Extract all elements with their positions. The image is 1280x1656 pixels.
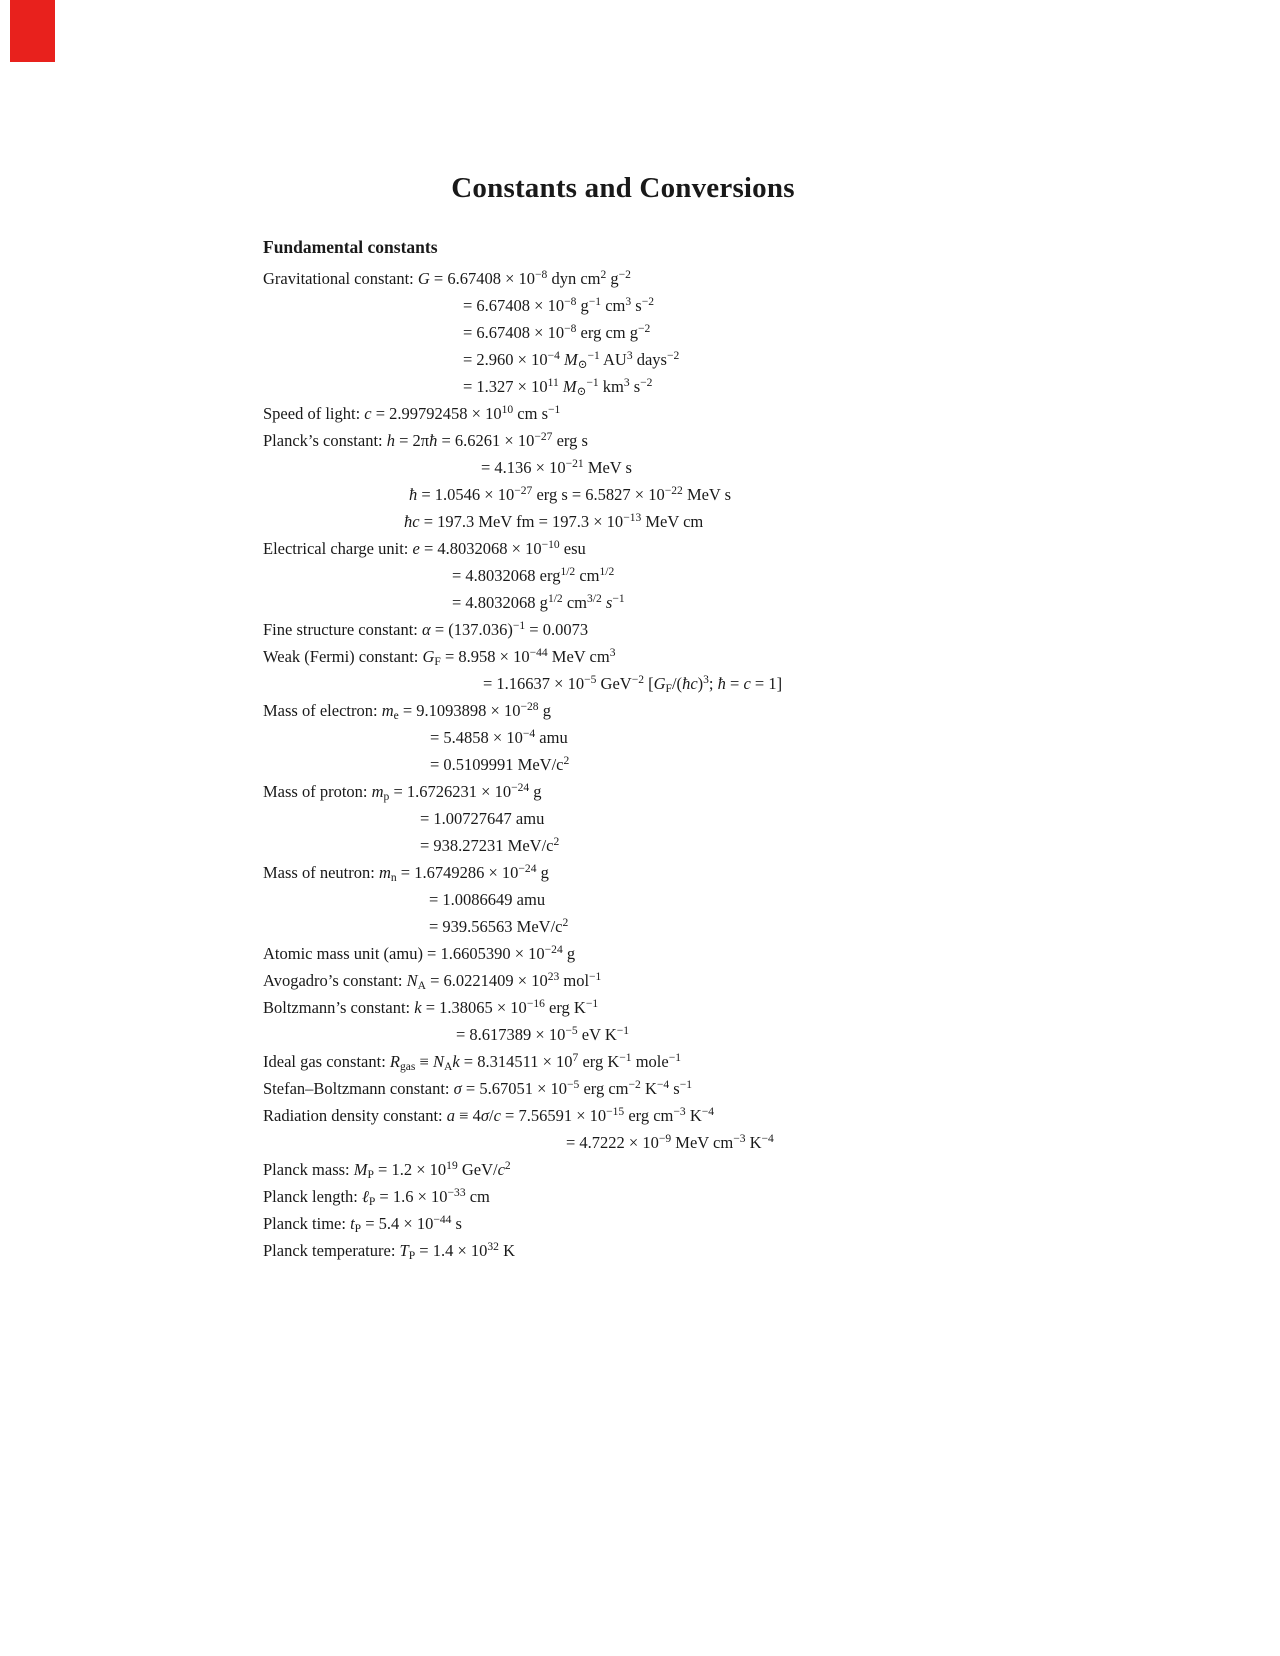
- constant-line: Planck mass: $M_P = 1.2 \times 10^{19}$ GeV/$c^2$: [263, 1159, 511, 1182]
- constants-list: [263, 265, 983, 1264]
- constant-line: Mass of electron: $m_e = 9.1093898 \times 10^{-28}$ g: [263, 700, 551, 723]
- constant-line: Mass of proton: $m_p = 1.6726231 \times 10^{-24}$ g: [263, 781, 542, 804]
- red-corner-mark: [10, 0, 55, 62]
- constant-line: = $5.4858 \times 10^{-4}$ amu: [430, 727, 568, 747]
- constant-line: = $1.16637 \times 10^{-5}$ GeV$^{-2}$ [$G_F/(ħc)^3$; ħ = c = 1]: [483, 673, 783, 696]
- constant-line: = $2.960 \times 10^{-4}$ $M_⊙^{-1}$ $AU^3$ days$^{-2}$: [463, 349, 680, 372]
- constant-line: = $1.327 \times 10^{11}$ $M_⊙^{-1}$ $km^3$ $s^{-2}$: [463, 376, 653, 399]
- constant-line: Speed of light: $c = 2.99792458 \times 10^{10}$ cm $s^{-1}$: [263, 403, 561, 423]
- constant-line: = 4.8032068 $g^{1/2}$ $cm^{3/2}$ $s^{-1}$: [452, 592, 625, 612]
- constant-line: Planck’s constant: h = 2πħ = $6.6261 \times 10^{-27}$ erg s: [263, 430, 588, 450]
- constant-line: = $6.67408 \times 10^{-8}$ erg cm $g^{-2}$: [463, 322, 651, 342]
- page-title: Constants and Conversions: [451, 172, 795, 204]
- constant-line: ħ = $1.0546 \times 10^{-27}$ erg $s = 6.5827 \times 10^{-22}$ MeV s: [409, 484, 732, 504]
- constant-line: Planck temperature: $T_P = 1.4 \times 10^{32}$ K: [263, 1240, 515, 1263]
- constant-line: Stefan–Boltzmann constant: $\sigma = 5.67051 \times 10^{-5}$ erg $cm^{-2}$ $K^{-4}$ $s^{-1}$: [263, 1078, 692, 1098]
- constant-line: = 1.00727647 amu: [420, 809, 545, 828]
- constant-line: Ideal gas constant: $R_{gas} \equiv N_Ak = 8.314511 \times 10^7$ erg $K^{-1}$ mole$^{-1}$: [263, 1051, 681, 1074]
- constant-line: Weak (Fermi) constant: $G_F = 8.958 \times 10^{-44}$ MeV $cm^3$: [263, 646, 616, 669]
- constant-line: Planck time: $t_P = 5.4 \times 10^{-44}$ s: [263, 1213, 462, 1236]
- constant-line: = 939.56563 MeV/$c^2$: [429, 916, 569, 936]
- constant-line: Avogadro’s constant: $N_A = 6.0221409 \times 10^{23}$ mol$^{-1}$: [263, 970, 602, 993]
- constant-line: Mass of neutron: $m_n = 1.6749286 \times 10^{-24}$ g: [263, 862, 549, 885]
- document-page: [263, 172, 983, 1264]
- constant-line: = 1.0086649 amu: [429, 890, 546, 909]
- constant-line: Electrical charge unit: $e = 4.8032068 \times 10^{-10}$ esu: [263, 538, 586, 558]
- constant-line: Atomic mass unit $(amu) = 1.6605390 \times 10^{-24}$ g: [263, 943, 576, 963]
- constant-line: = $6.67408 \times 10^{-8}$ $g^{-1}$ $cm^3$ $s^{-2}$: [463, 295, 655, 315]
- constant-line: = $4.7222 \times 10^{-9}$ MeV $cm^{-3}$ $K^{-4}$: [566, 1132, 774, 1152]
- constant-line: Boltzmann’s constant: $k = 1.38065 \times 10^{-16}$ erg $K^{-1}$: [263, 997, 599, 1017]
- constant-line: Gravitational constant: $G = 6.67408 \times 10^{-8}$ dyn $cm^2$ $g^{-2}$: [263, 268, 631, 288]
- constant-line: = 938.27231 MeV/$c^2$: [420, 835, 560, 855]
- constant-line: Planck length: ℓ$_P$ = $1.6 \times 10^{-33}$ cm: [263, 1186, 490, 1209]
- constant-line: Radiation density constant: $a \equiv 4\sigma/c = 7.56591 \times 10^{-15}$ erg $cm^{-3}$ $K^{-4}$: [263, 1105, 715, 1125]
- constant-line: = $4.136 \times 10^{-21}$ MeV s: [481, 457, 632, 477]
- constant-line: Fine structure constant: $\alpha = (137.036)^{-1} = 0.0073$: [263, 619, 589, 639]
- section-heading: Fundamental constants: [263, 237, 438, 257]
- constant-line: = 4.8032068 erg$^{1/2}$ $cm^{1/2}$: [452, 565, 615, 585]
- constant-line: = $8.617389 \times 10^{-5}$ eV $K^{-1}$: [456, 1024, 630, 1044]
- constant-line: = 0.5109991 MeV/$c^2$: [430, 754, 570, 774]
- constant-line: ħc = 197.3 MeV fm = $197.3 \times 10^{-13}$ MeV cm: [404, 511, 704, 531]
